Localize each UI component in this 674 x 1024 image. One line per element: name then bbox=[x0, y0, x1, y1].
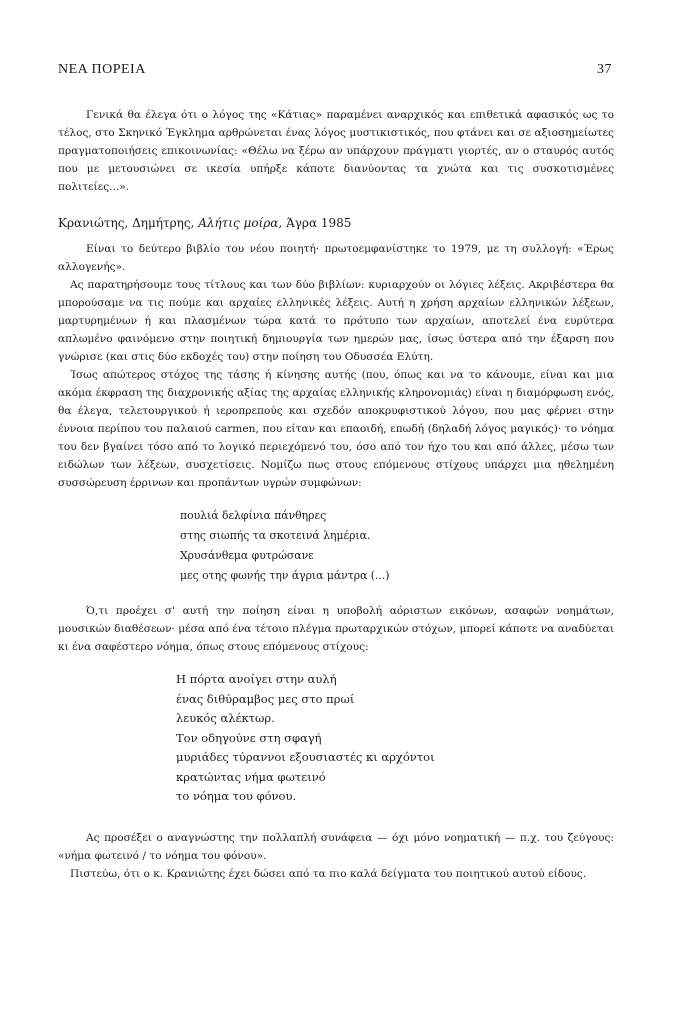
poem-line: στης σιωπής τα σκοτεινά λημέρια. bbox=[180, 529, 371, 542]
poem-excerpt-2 bbox=[176, 670, 614, 807]
review-author: Κρανιώτης, Δημήτρης, bbox=[58, 216, 195, 230]
paragraph-5: Ας προσέξει ο αναγνώστης την πολλαπλή συνάφεια — όχι μόνο νοηματική — π.χ. του ζεύγους: «νήμα φωτεινό / το νόημα του φόνου». bbox=[58, 831, 614, 862]
poem-excerpt-1 bbox=[180, 506, 614, 586]
running-title: ΝΕΑ ΠΟΡΕΙΑ bbox=[58, 62, 146, 77]
intro-paragraph: Γενικά θα έλεγα ότι ο λόγος της «Κάτιας» παραμένει αναρχικός και επιθετικά αφασικός ως το τέλος, στο Σκηνικό Έγκλημα αρθρώνεται ένας λόγος μυστικιστικός, που φτάνει και σε αξιοσημείωτες πραγματοποιήσεις επικοινωνίας: «Θέλω να ξέρω αν υπάρχουν πράγματι γιορτές, αν ο σταυρός αυτός που με μετουσιώνει σε ικεσία υπήρξε κάποτε διανύοντας τα χνώτα και τις συσκοτισμένες πολιτείες...». bbox=[58, 109, 614, 193]
poem-line: πουλιά δελφίνια πάνθηρες bbox=[180, 509, 327, 522]
poem-line: Η πόρτα ανοίγει στην αυλή bbox=[176, 672, 337, 686]
review-publisher: Άγρα 1985 bbox=[286, 216, 352, 230]
page-number: 37 bbox=[597, 62, 612, 77]
poem-line: λευκός αλέκτωρ. bbox=[176, 711, 275, 725]
poem-line: κρατώντας νήμα φωτεινό bbox=[176, 769, 326, 784]
review-heading bbox=[58, 216, 614, 230]
paragraph-3: Ίσως απώτερος στόχος της τάσης ή κίνησης αυτής (που, όπως και να το κάνουμε, είναι και μια ακόμα έκφραση της διαχρονικής αξίας της αρχαίας ελληνικής κληρονομιάς) είναι η διαμόρφωση ενός, θα έλεγα, τελετουργικού ή ιεροπρεπούς και σχεδόν αποκρυφιστικού λόγου, που μας φέρνει στην έννοια περίπου του παλαιού carmen, που είταν και επαοιδή, επωδή (δηλαδή λόγος μαγικός)· το νόημα του δεν βγαίνει τόσο από το λογικό περιεχόμενό του, όσο από τον ήχο του και από άλλες, μέσω των ειδώλων των λέξεων, συσχετίσεις. Νομίζω πως στους επόμενους στίχους υπάρχει μια ηθελημένη συσσώρευση έρρινων και προπάντων υγρών συμφώνων: bbox=[58, 369, 614, 489]
poem-line: Τον οδηγούνε στη σφαγή bbox=[176, 730, 322, 745]
poem-line: μες οτης φωνής την άγρια μάντρα (...) bbox=[180, 569, 390, 582]
paragraph-6: Πιστεύω, ότι ο κ. Κρανιώτης έχει δώσει από τα πιο καλά δείγματα του ποιητικού αυτού είδους. bbox=[70, 867, 587, 880]
poem-line: το νόημα του φόνου. bbox=[176, 789, 297, 803]
review-book-title: Αλήτις μοίρα, bbox=[198, 216, 283, 230]
paragraph-4: Ό,τι προέχει σ' αυτή την ποίηση είναι η υποβολή αόριστων εικόνων, ασαφών νοημάτων, μουσικών διαθέσεων· μέσα από ένα τέτοιο πλέγμα πρωταρχικών στόχων, μπορεί κάποτε να αναδύεται κι ένα σαφέστερο νόημα, όπως στους επόμενους στίχους: bbox=[58, 605, 614, 653]
poem-line: Χρυσάνθεμα φυτρώσανε bbox=[180, 549, 314, 562]
poem-line: ένας διθύραμβος μες στο πρωί bbox=[176, 691, 355, 706]
paragraph-1: Είναι το δεύτερο βιβλίο του νέου ποιητή· πρωτοεμφανίστηκε το 1979, με τη συλλογή: «Έρως αλλογενής». bbox=[58, 243, 614, 273]
paragraph-2: Ας παρατηρήσουμε τους τίτλους και των δύο βιβλίων: κυριαρχούν οι λόγιες λέξεις. Ακριβέστερα θα μπορούσαμε να τις πούμε και αρχαίες ελληνικές λέξεις. Αυτή η χρήση αρχαίων ελληνικών λέξεων, μαρτυρημένων ή και πλασμένων τώρα κατά το πρότυπο των αρχαίων, αποτελεί ένα ευρύτερα απλωμένο φαινόμενο στην ποιητική δημιουργία των ημερών μας, ίσως ύστερα από την έξαρση που γνώρισε (και στις δύο εκδοχές του) στην ποίηση του Οδυσσέα Ελύτη. bbox=[58, 279, 614, 363]
poem-line: μυριάδες τύραννοι εξουσιαστές κι αρχόντοι bbox=[176, 750, 435, 764]
page-header bbox=[58, 62, 614, 78]
